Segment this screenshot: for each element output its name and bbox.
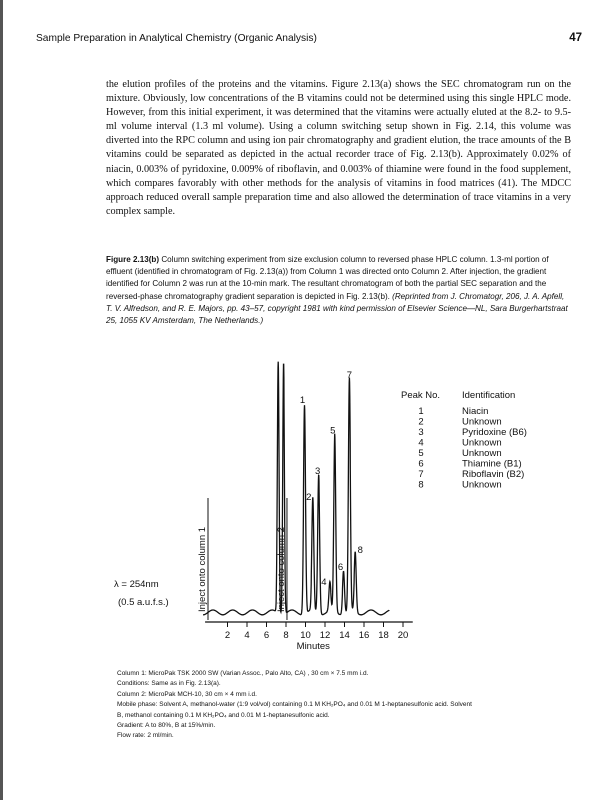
- note-column-2: Column 2: MicroPak MCH-10, 30 cm × 4 mm i.d.: [117, 690, 257, 698]
- table-peak-number: 3: [418, 427, 424, 438]
- peak-label: 5: [330, 425, 336, 437]
- peak-label: 7: [346, 370, 353, 382]
- x-tick-label: 10: [300, 630, 311, 641]
- table-peak-number: 4: [418, 437, 424, 449]
- peak-label: 8: [357, 545, 363, 556]
- peak-label: 1: [299, 395, 306, 407]
- table-identification: Thiamine (B1): [462, 458, 522, 470]
- x-tick-label: 12: [319, 630, 331, 641]
- note-mobile-phase-2: B, methanol containing 0.1 M KH₂PO₄ and 0.01 M 1-heptanesulfonic acid.: [117, 711, 330, 719]
- detector-wavelength: λ = 254nm: [114, 579, 159, 590]
- table-identification: Unknown: [462, 437, 502, 449]
- table-identification: Unknown: [462, 448, 502, 459]
- peak-label: 4: [321, 577, 327, 589]
- note-gradient: Gradient: A to 80%, B at 15%/min.: [117, 722, 216, 730]
- note-conditions: Conditions: Same as in Fig. 2.13(a).: [117, 680, 221, 688]
- x-tick-label: 2: [224, 630, 231, 641]
- running-title: Sample Preparation in Analytical Chemistry (Organic Analysis): [36, 33, 317, 44]
- x-tick-label: 8: [283, 630, 289, 641]
- page-number: 47: [569, 32, 582, 44]
- caption-text: Column switching experiment from size exclusion column to reversed phase HPLC column. 1.3-ml portion of effluent (identified in chromatogram of Fig. 2.13(a)) from Column 1 was directed onto Column 2. After injection, the gradient identified for Column 2 was run at the 10-min mark. The resultant chromatogram of both the partial SEC separation and the reversed-phase chromatography gradient separation is depicted in Fig. 2.13(b).: [106, 255, 549, 301]
- page-edge-rule: [0, 0, 3, 800]
- caption-credit: (Reprinted from J. Chromatogr, 206, J. A. Apfell, T. V. Alfredson, and R. E. Majors, pp. 43–57, copyright 1981 with kind permission of Elsevier Science—NL, Sara Burgerhartstraat 25, 1055 KV Amsterdam, The Netherlands.): [106, 291, 568, 326]
- table-identification: Pyridoxine (B6): [462, 427, 527, 438]
- table-peak-number: 8: [418, 479, 424, 491]
- detector-range: (0.5 a.u.f.s.): [118, 597, 169, 608]
- body-paragraph-block: [106, 78, 571, 219]
- x-tick-label: 18: [378, 630, 389, 641]
- figure-caption: [106, 254, 571, 327]
- x-tick-label: 14: [339, 630, 350, 641]
- chromatogram-figure: [106, 358, 571, 658]
- chromatogram-trace: [203, 362, 389, 615]
- inject-label: Inject onto column 1: [197, 526, 208, 612]
- chromatogram-svg: [106, 358, 571, 658]
- figure-notes: [117, 669, 577, 742]
- x-tick-label: 16: [358, 630, 370, 641]
- peak-label: 2: [306, 492, 312, 504]
- table-header-peak: Peak No.: [401, 390, 441, 401]
- table-identification: Unknown: [462, 416, 502, 428]
- table-header-identification: Identification: [462, 390, 516, 401]
- note-flow-rate: Flow rate: 2 ml/min.: [117, 732, 174, 740]
- x-tick-label: 4: [244, 630, 250, 641]
- peak-label: 3: [315, 465, 321, 477]
- table-identification: Niacin: [462, 406, 489, 417]
- body-paragraph: the elution profiles of the proteins and the vitamins. Figure 2.13(a) shows the SEC chromatogram run on the mixture. Obviously, low concentrations of the B vitamins could not be determined using this single HPLC mode. However, from this initial experiment, it was determined that the vitamins were actually eluted at the 8.2- to 9.5-ml volume interval (1.3 ml volume). Using a column switching setup shown in Fig. 2.14, this volume was diverted into the RPC column and using ion pair chromatography and gradient elution, the trace amounts of the B vitamins could be separated as depicted in the actual recorder trace of Fig. 2.13(b). Approximately 0.02% of niacin, 0.003% of pyridoxine, 0.009% of riboflavin, and 0.003% of thiamine were found in the food supplement, which compares favorably with other methods for the analysis of vitamins in food matrices (41). The MDCC approach reduced overall sample preparation time and also allowed the determination of trace vitamins in a very complex sample.: [106, 79, 571, 217]
- figure-label: Figure 2.13(b): [106, 255, 160, 264]
- peak-label: 6: [337, 561, 344, 573]
- table-peak-number: 6: [418, 458, 424, 470]
- x-tick-label: 6: [263, 630, 270, 641]
- note-column-1: Column 1: MicroPak TSK 2000 SW (Varian Assoc., Palo Alto, CA) , 30 cm × 7.5 mm i.d.: [117, 670, 369, 677]
- inject-label: Inject onto column 2: [275, 526, 287, 612]
- table-identification: Unknown: [462, 479, 502, 491]
- table-identification: Riboflavin (B2): [462, 469, 525, 480]
- note-mobile-phase-1: Mobile phase: Solvent A, methanol-water (1:9 vol/vol) containing 0.1 M KH₂PO₄ and 0.01 M 1-heptanesulfonic acid. Solvent: [117, 701, 472, 709]
- x-axis-title: Minutes: [296, 641, 330, 652]
- x-tick-label: 20: [397, 630, 409, 641]
- table-peak-number: 2: [418, 416, 424, 428]
- table-peak-number: 7: [418, 469, 424, 480]
- table-peak-number: 1: [418, 406, 424, 417]
- table-peak-number: 5: [418, 448, 424, 459]
